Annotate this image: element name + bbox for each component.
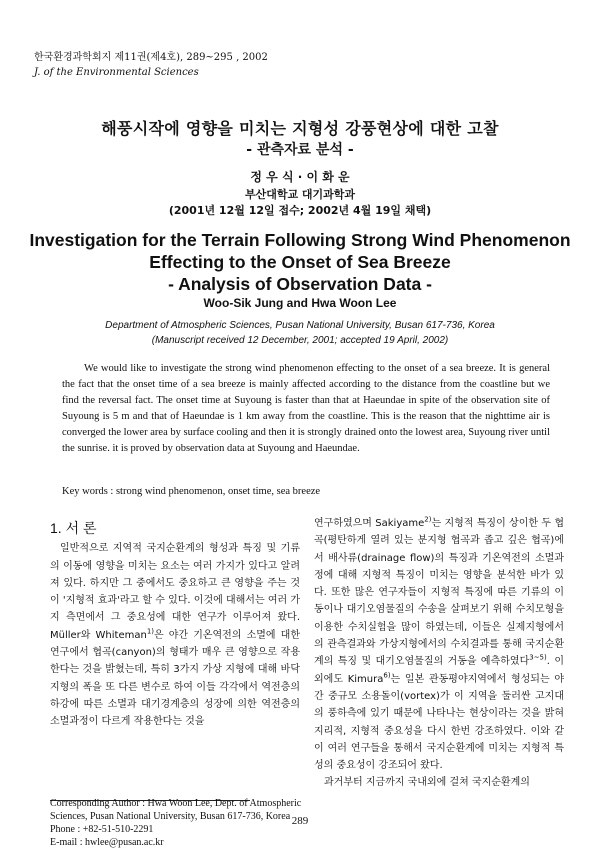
intro-paragraph-left: [50, 540, 300, 730]
left-column: [50, 520, 300, 731]
title-en-line2: Effecting to the Onset of Sea Breeze: [149, 252, 451, 272]
text-span: 는 일본 관동평야지역에서 형성되는 야간 중규모 소용돌이(vortex)가 이 지역을 둘러싼 고지대의 풍하측에 있기 때문에 나타나는 현상이라는 것을 밝혀 지리적, 지형적 중요성을 다시 한번 강조하였다. 이와 같이 여러 연구들을 통해서 국지순환계에 미치는 지형적 특성의 중요성이 강조되어 왔다.: [314, 673, 564, 772]
journal-header: [34, 50, 268, 80]
intro-paragraph-right-2: 과거부터 지금까지 국내외에 걸쳐 국지순환계의: [324, 777, 530, 789]
title-en-line3: - Analysis of Observation Data -: [168, 274, 432, 294]
dates-ko: (2001년 12월 12일 접수; 2002년 4월 19일 채택): [168, 204, 432, 217]
text-span: 연구하였으며 Sakiyame: [314, 518, 425, 529]
citation: 3~5): [529, 654, 547, 663]
keywords: Key words : strong wind phenomenon, onset time, sea breeze: [62, 486, 321, 497]
journal-name-en: J. of the Environmental Sciences: [34, 67, 199, 78]
title-ko: 해풍시작에 영향을 미치는 지형성 강풍현상에 대한 고찰: [101, 119, 499, 138]
text-span: 일반적으로 지역적 국지순환계의 형성과 특징 및 기류의 이동에 영향을 미치는 요소는 여러 가지가 있다고 알려져 있다. 하지만 그 중에서도 중요하고 큰 영향을 주는 것이 '지형적 효과'라고 할 수 있다. 이것에 대해서는 여러 가지 측면에서 그 중요성에 대한 연구가 이루어져 왔다. Müller와 Whiteman: [50, 543, 300, 641]
text-span: 는 지형적 특징이 상이한 두 협곡(평탄하게 열려 있는 분지형 협곡과 좁고 깊은 협곡)에서 배사류(drainage flow)의 특징과 기온역전의 소멸과정에 대해 지형적 특징이 미치는 영향을 분석한 바가 있다. 또한 많은 연구자들이 지형적 특징에 따른 기류의 이동이나 대기오염물질의 수송을 살펴보기 위해 수치모형을 이용한 수치실험을 많이 하였는데, 이들은 실제지형에서의 관측결과와 가상지형에서의 수치결과를 통해 국지순환계의 특징 및 대기오염물질의 거동을 예측하였다: [314, 518, 564, 668]
affiliation-block-en: [0, 318, 600, 348]
citation: 2): [424, 515, 432, 524]
right-column: [314, 515, 564, 792]
intro-paragraph-right: [314, 515, 564, 774]
citation: 6): [383, 671, 391, 680]
phone: Phone : +82-51-510-2291: [50, 824, 154, 835]
title-en-line1: Investigation for the Terrain Following Strong Wind Phenomenon: [29, 230, 571, 250]
affiliation-ko: 부산대학교 대기과학과: [244, 188, 356, 201]
authors-ko: 정 우 식 · 이 화 운: [250, 170, 350, 184]
affiliation-en: Department of Atmospheric Sciences, Pusan National University, Busan 617-736, Korea: [105, 320, 495, 331]
authors-en: Woo-Sik Jung and Hwa Woon Lee: [203, 296, 397, 310]
section-heading: 1. 서 론: [50, 520, 97, 536]
journal-name-ko: 한국환경과학회지 제11권(제4호), 289~295 , 2002: [34, 52, 268, 63]
corresponding-author: Corresponding Author : Hwa Woon Lee, Dept. of Atmospheric Sciences, Pusan National University, Busan 617-736, Korea: [50, 798, 302, 822]
subtitle-ko: - 관측자료 분석 -: [246, 142, 354, 158]
page-number: 289: [291, 815, 309, 827]
abstract: We would like to investigate the strong wind phenomenon effecting to the onset of a sea breeze. It is general the fact that the onset time of a sea breeze is mainly affected according to the distance from the coastline but we find the reversal fact. The onset time at Suyoung is faster than that at Haeundae in spite of the observation site of Suyoung is 5 m and that of Haeundae is 1 km away from the coastline. This is the reason that the nighttime air is converged the lower area by surface cooling and then it is strongly drained onto the lowest area, Suyoung river until the sunrise. it is proved by observation data at Suyoung and Haeundae.: [62, 363, 550, 454]
text-span: . 이외에도 Kimura: [314, 656, 564, 685]
email: E-mail : hwlee@pusan.ac.kr: [50, 837, 164, 848]
citation: 1): [146, 627, 155, 636]
text-span: 은 야간 기온역전의 소멸에 대한 연구에서 협곡(canyon)의 형태가 매우 큰 영향으로 작용한다는 것을 밝혔는데, 특히 3가지 가상 지형에 대해 바닥 지형의 폭을 또 다른 변수로 하여 이들 각각에서 역전층의 하강에 따른 소멸과 대기경계층의 성장에 의한 역전층의 소멸과정이 다르게 작용한다는 것을: [50, 629, 300, 728]
dates-en: (Manuscript received 12 December, 2001; accepted 19 April, 2002): [151, 335, 449, 346]
